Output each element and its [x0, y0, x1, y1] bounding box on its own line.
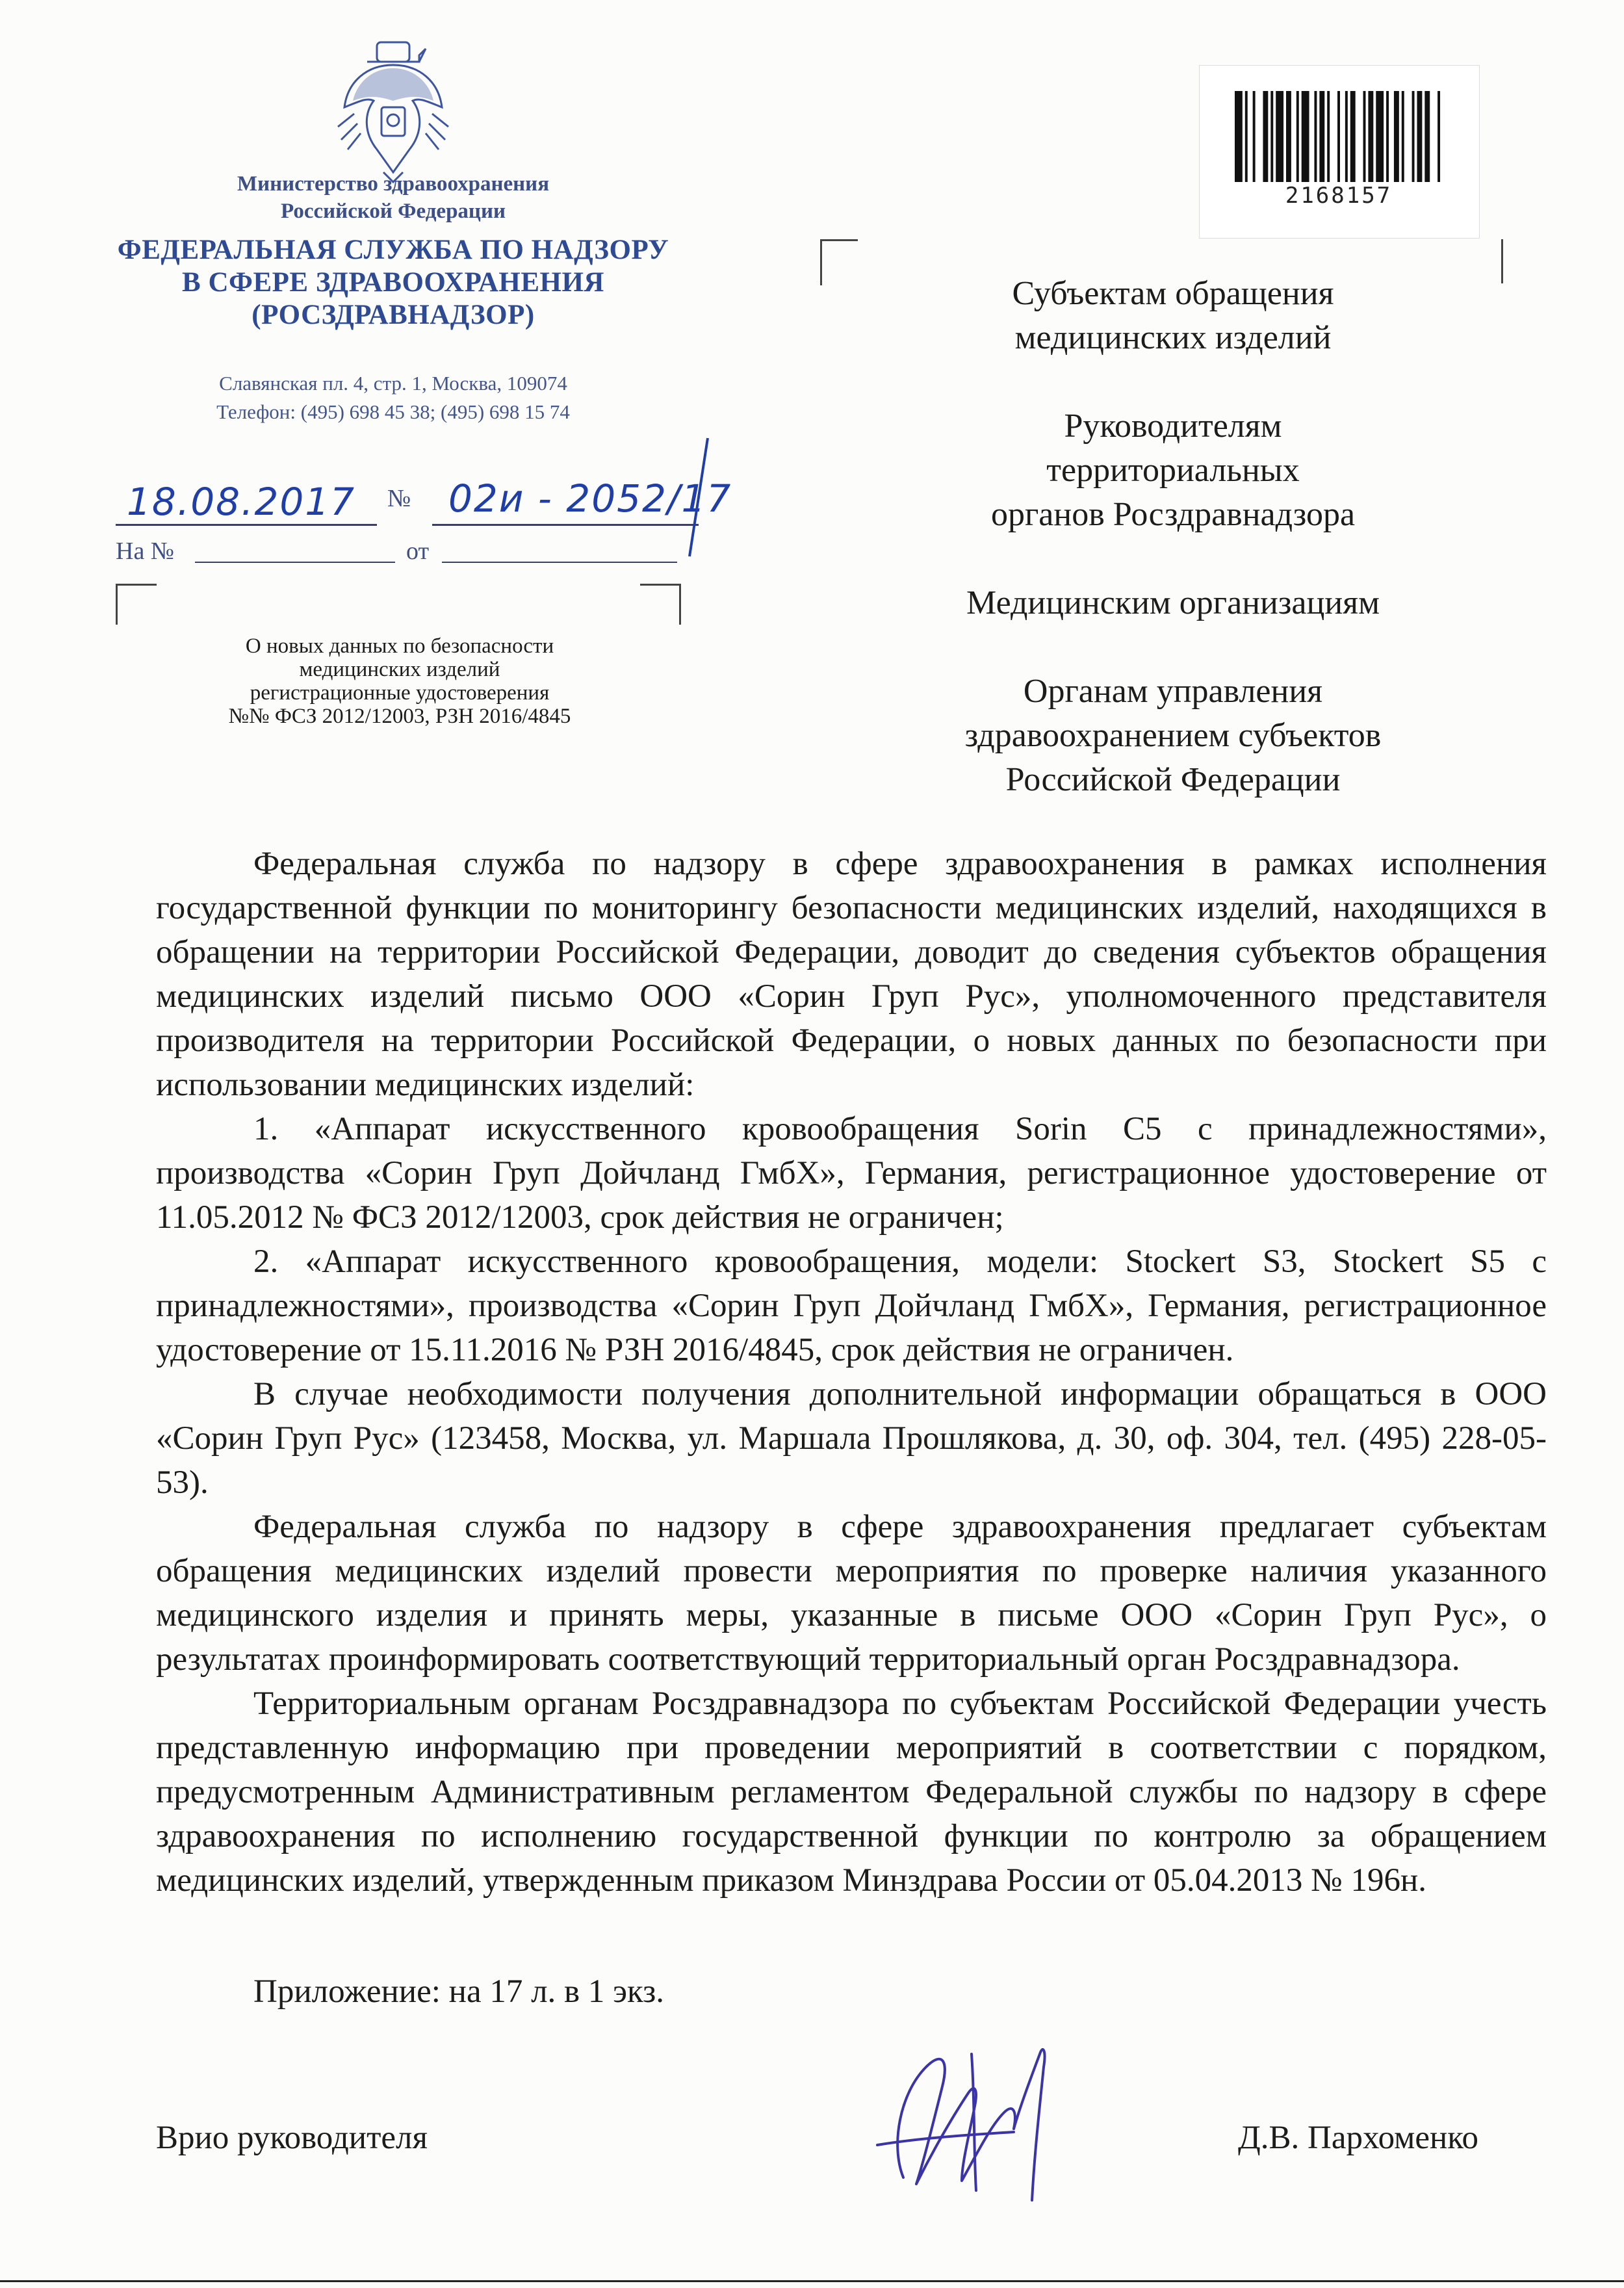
- barcode-bar: [1253, 91, 1256, 182]
- service-line-2: В СФЕРЕ ЗДРАВООХРАНЕНИЯ: [182, 267, 604, 298]
- number-underline: [432, 524, 699, 526]
- barcode-bar: [1337, 91, 1340, 182]
- phone-line: Телефон: (495) 698 45 38; (495) 698 15 74: [216, 400, 570, 423]
- subject-line: №№ ФСЗ 2012/12003, РЗН 2016/4845: [228, 705, 571, 728]
- barcode-bar: [1302, 91, 1309, 182]
- reply-date-field-line: [442, 562, 677, 563]
- letter-body: [156, 842, 1547, 1903]
- subject-corner-right: [640, 584, 681, 625]
- body-list-item: 1. «Аппарат искусственного кровообращения Sorin C5 с принадлежностями», производства «Сорин Груп Дойчланд ГмбХ», Германия, регистрационное удостоверение от 11.05.2012 № ФСЗ 2012/12003, срок действия не ограничен;: [156, 1111, 1547, 1236]
- subject-line: регистрационные удостоверения: [250, 681, 550, 705]
- recipient-corner-left: [820, 239, 858, 285]
- recipient-group: [887, 272, 1459, 360]
- letter-subject: [117, 634, 682, 728]
- recipient-group: [887, 581, 1459, 625]
- barcode-bar: [1437, 91, 1440, 182]
- recipient-corner-right: [1462, 239, 1503, 283]
- barcode-bar: [1350, 91, 1356, 182]
- barcode-bar: [1417, 91, 1422, 182]
- barcode-number: 2168157: [1285, 183, 1393, 209]
- barcode-icon: [1235, 91, 1443, 182]
- date-underline: [116, 524, 377, 526]
- number-label: №: [387, 485, 411, 512]
- barcode-bar: [1245, 91, 1248, 182]
- service-line-1: ФЕДЕРАЛЬНАЯ СЛУЖБА ПО НАДЗОРУ: [117, 235, 669, 265]
- barcode-bar: [1386, 91, 1389, 182]
- recipient-line: Руководителям: [1064, 408, 1282, 445]
- handwritten-number: 02и - 2052/17: [448, 476, 732, 521]
- recipient-line: здравоохранением субъектов: [964, 717, 1382, 754]
- barcode-bar: [1376, 91, 1384, 182]
- subject-corner-left: [116, 584, 157, 625]
- body-list-item: 2. «Аппарат искусственного кровообращения, модели: Stockert S3, Stockert S5 с принадлежностями», производства «Сорин Груп Дойчланд ГмбХ», Германия, регистрационное удостоверение от 15.11.2016 № РЗН 2016/4845, срок действия не ограничен.: [156, 1243, 1547, 1368]
- barcode-bar: [1270, 91, 1273, 182]
- recipient-group: [887, 404, 1459, 537]
- signatory-name: Д.В. Пархоменко: [1238, 2120, 1478, 2156]
- recipient-line: медицинских изделий: [1014, 319, 1332, 356]
- number-slash-mark: [686, 436, 712, 559]
- barcode-bar: [1327, 91, 1330, 182]
- barcode-bar: [1394, 91, 1399, 182]
- page-bottom-edge: [0, 2280, 1624, 2282]
- barcode-bar: [1319, 91, 1324, 182]
- barcode-bar: [1276, 91, 1283, 182]
- service-name: [94, 234, 692, 332]
- body-paragraph: Территориальным органам Росздравнадзора по субъектам Российской Федерации учесть представленную информацию при проведении мероприятий в соответствии с порядком, предусмотренным Административным регламентом Федеральной службы по надзору в сфере здравоохранения по исполнению государственной функции по контролю за обращением медицинских изделий, утвержденным приказом Минздрава России от 05.04.2013 № 196н.: [156, 1685, 1547, 1899]
- barcode-bar: [1314, 91, 1317, 182]
- service-line-3: (РОСЗДРАВНАДЗОР): [251, 300, 535, 330]
- barcode-bar: [1286, 91, 1291, 182]
- body-paragraph: Федеральная служба по надзору в сфере здравоохранения в рамках исполнения государственной функции по мониторингу безопасности медицинских изделий, находящихся в обращении на территории Российской Федерации, доводит до сведения субъектов обращения медицинских изделий письмо ООО «Сорин Груп Рус», уполномоченного представителя производителя на территории Российской Федерации, о новых данных по безопасности при использовании медицинских изделий:: [156, 846, 1547, 1103]
- recipient-line: территориальных: [1046, 452, 1300, 489]
- recipients-block: [887, 272, 1459, 846]
- reply-to-field-line: [195, 562, 395, 563]
- recipient-line: органов Росздравнадзора: [990, 496, 1356, 533]
- reply-date-label: от: [406, 538, 430, 565]
- body-paragraph: Федеральная служба по надзору в сфере здравоохранения предлагает субъектам обращения медицинских изделий провести мероприятия по проверке наличия указанного медицинского изделия и принять меры, указанные в письме ООО «Сорин Груп Рус», о результатах проинформировать соответствующий территориальный орган Росздравнадзора.: [156, 1509, 1547, 1678]
- body-paragraph: В случае необходимости получения дополнительной информации обращаться в ООО «Сорин Груп Рус» (123458, Москва, ул. Маршала Прошлякова, д. 30, оф. 304, тел. (495) 228-05-53).: [156, 1376, 1547, 1501]
- barcode-bar: [1424, 91, 1430, 182]
- recipient-line: Субъектам обращения: [1012, 275, 1334, 312]
- attachment-note: Приложение: на 17 л. в 1 экз.: [253, 1973, 664, 2010]
- barcode-bar: [1345, 91, 1348, 182]
- signatory-position: Врио руководителя: [156, 2120, 428, 2156]
- ministry-line-2: Российской Федерации: [281, 200, 506, 223]
- barcode-bar: [1235, 91, 1243, 182]
- recipient-line: Органам управления: [1023, 673, 1323, 710]
- handwritten-date: 18.08.2017: [127, 480, 356, 524]
- barcode-bar: [1412, 91, 1415, 182]
- handwritten-signature: [864, 2015, 1085, 2204]
- subject-line: медицинских изделий: [299, 658, 500, 681]
- barcode-bar: [1296, 91, 1299, 182]
- barcode-bar: [1402, 91, 1404, 182]
- ministry-name: [101, 170, 686, 225]
- reply-to-label: На №: [116, 538, 175, 565]
- subject-line: О новых данных по безопасности: [245, 634, 554, 658]
- recipient-line: Медицинским организациям: [966, 584, 1380, 621]
- coat-of-arms-icon: [328, 36, 458, 185]
- barcode-bar: [1263, 91, 1268, 182]
- recipient-group: [887, 670, 1459, 802]
- recipient-line: Российской Федерации: [1005, 761, 1341, 798]
- barcode-bar: [1363, 91, 1366, 182]
- address-line: Славянская пл. 4, стр. 1, Москва, 109074: [219, 372, 567, 395]
- address-block: [97, 369, 689, 426]
- ministry-line-1: Министерство здравоохранения: [237, 172, 550, 196]
- barcode-bar: [1368, 91, 1373, 182]
